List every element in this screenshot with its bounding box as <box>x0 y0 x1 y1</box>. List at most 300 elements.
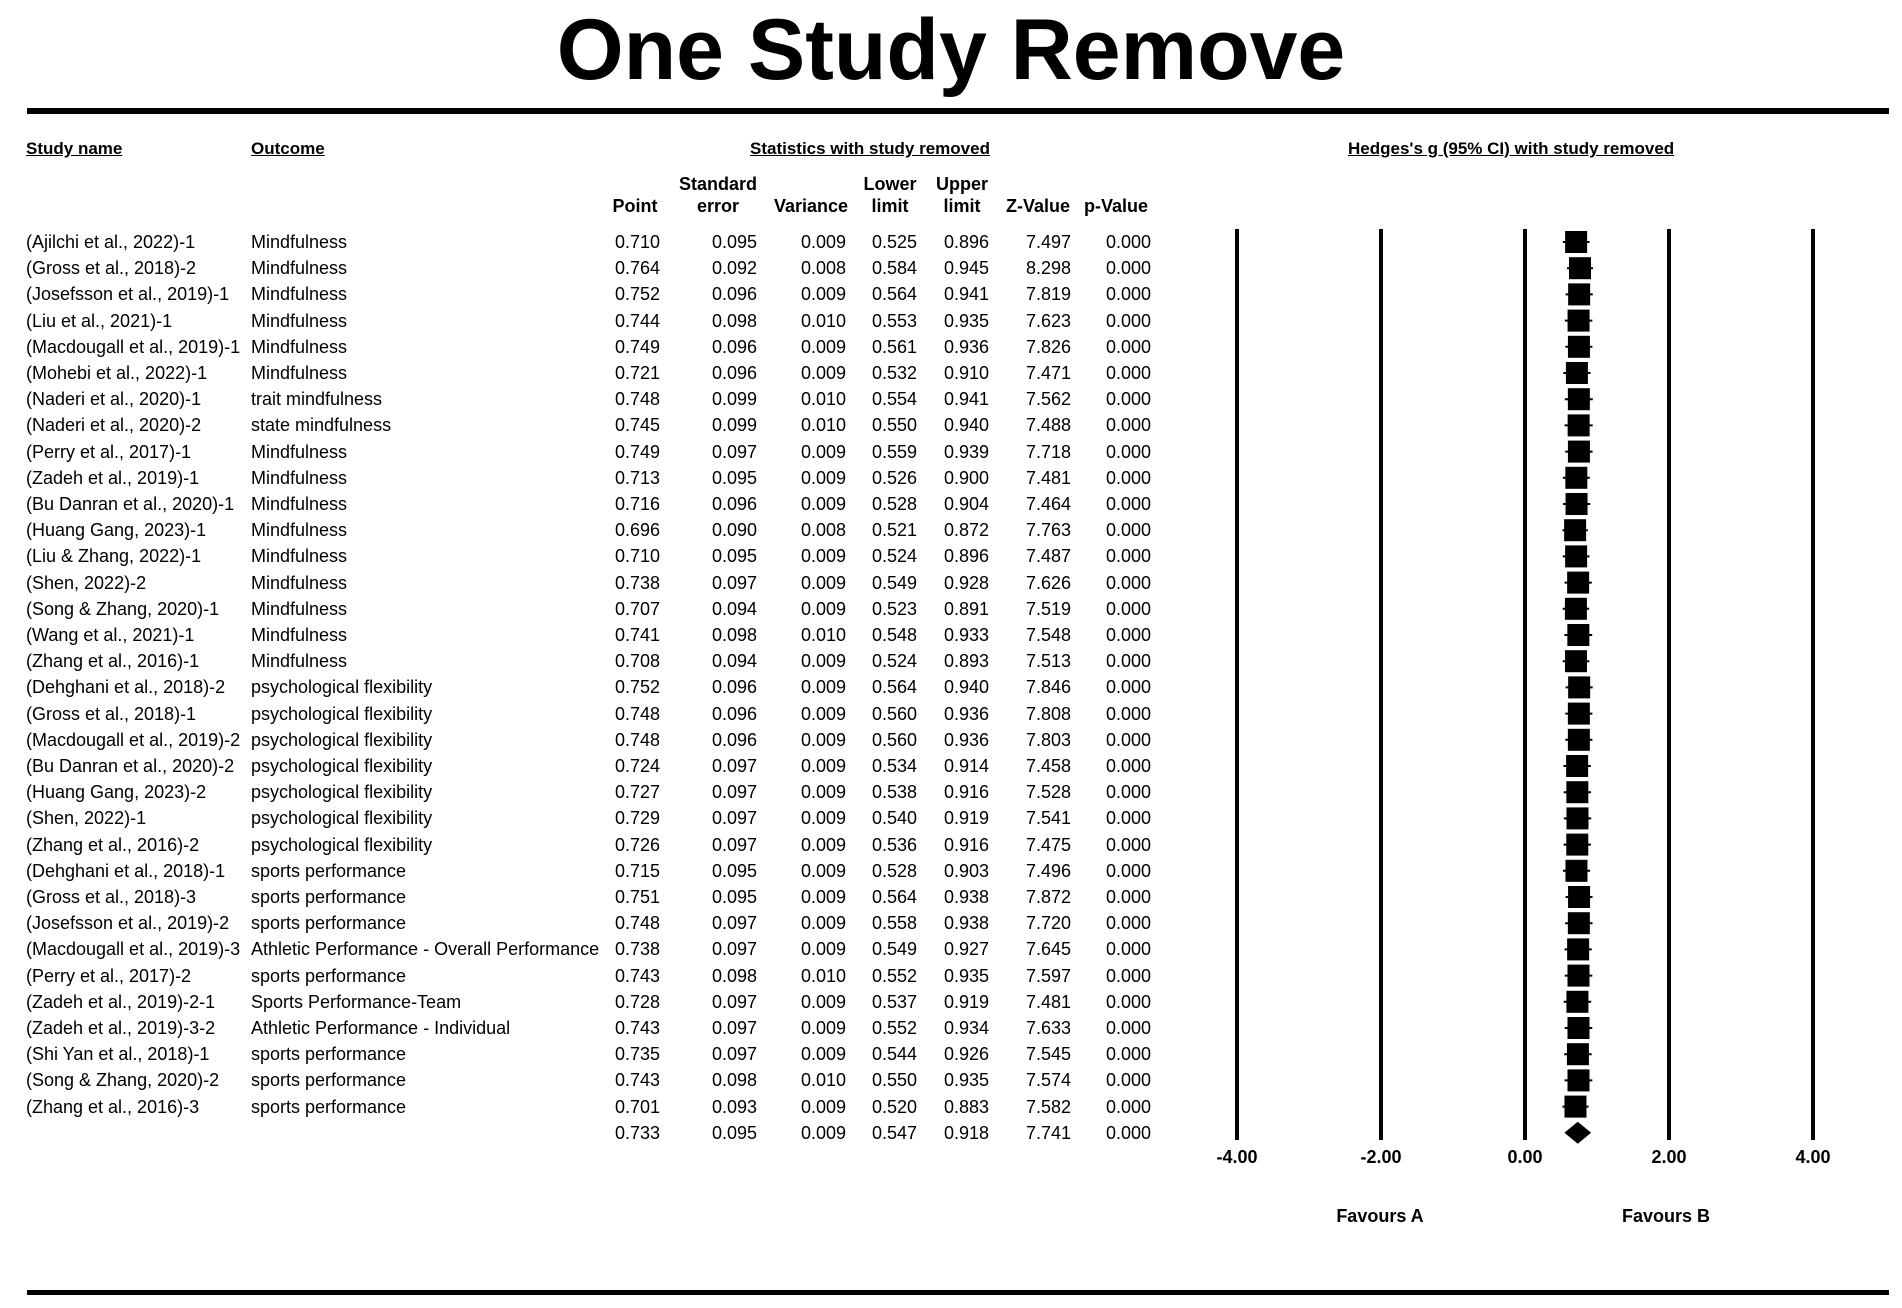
point-cell: 0.748 <box>614 913 660 934</box>
variance-cell: 0.009 <box>800 336 846 357</box>
study-name-cell: (Zadeh et al., 2019)-1 <box>26 467 200 488</box>
standard-error-cell: 0.096 <box>711 284 757 305</box>
z-value-cell: 7.623 <box>1025 310 1071 331</box>
upper-limit-cell: 0.926 <box>943 1044 989 1065</box>
z-value-cell: 7.475 <box>1025 834 1071 855</box>
variance-cell: 0.009 <box>800 546 846 567</box>
lower-limit-cell: 0.559 <box>871 441 917 462</box>
standard-error-cell: 0.097 <box>711 572 757 593</box>
point-marker <box>1567 624 1589 646</box>
outcome-cell: Mindfulness <box>251 310 348 331</box>
study-name-cell: (Ajilchi et al., 2022)-1 <box>26 232 196 252</box>
variance-cell: 0.009 <box>800 441 846 462</box>
study-name-cell: (Liu et al., 2021)-1 <box>26 310 173 331</box>
p-value-cell: 0.000 <box>1105 756 1151 776</box>
point-marker <box>1567 1043 1589 1065</box>
point-marker <box>1566 807 1588 829</box>
study-name-cell: (Macdougall et al., 2019)-3 <box>26 939 241 960</box>
standard-error-cell: 0.097 <box>711 756 757 776</box>
lower-limit-cell: 0.548 <box>871 625 917 645</box>
p-value-cell: 0.000 <box>1105 1018 1151 1038</box>
variance-cell: 0.008 <box>800 258 846 279</box>
p-value-cell: 0.000 <box>1105 651 1151 672</box>
point-cell: 0.701 <box>614 1096 660 1117</box>
col-se-line1: Standard <box>678 174 757 194</box>
study-name-cell: (Zhang et al., 2016)-2 <box>26 834 200 855</box>
variance-cell: 0.009 <box>800 651 846 672</box>
p-value-cell: 0.000 <box>1105 363 1151 383</box>
variance-cell: 0.009 <box>800 756 846 776</box>
point-marker <box>1568 676 1590 698</box>
standard-error-cell: 0.097 <box>711 991 757 1012</box>
point-marker <box>1567 1069 1589 1091</box>
point-cell: 0.738 <box>614 572 660 593</box>
upper-limit-cell: 0.940 <box>943 677 989 698</box>
z-value-cell: 7.819 <box>1025 284 1071 305</box>
lower-limit-cell: 0.521 <box>871 520 917 541</box>
study-name-cell: (Liu & Zhang, 2022)-1 <box>26 546 202 567</box>
p-value-cell: 0.000 <box>1105 520 1151 541</box>
point-marker <box>1566 834 1588 856</box>
favours-b-label: Favours B <box>1621 1206 1711 1226</box>
standard-error-cell: 0.092 <box>711 258 757 279</box>
variance-cell: 0.009 <box>800 572 846 593</box>
p-value-cell: 0.000 <box>1105 598 1151 619</box>
study-name-cell: (Zadeh et al., 2019)-3-2 <box>26 1018 216 1038</box>
point-marker <box>1566 362 1588 384</box>
study-name-cell: (Mohebi et al., 2022)-1 <box>26 363 208 383</box>
p-value-cell: 0.000 <box>1105 913 1151 934</box>
col-lower-line2: limit <box>871 196 909 216</box>
point-marker <box>1567 938 1589 960</box>
standard-error-cell: 0.097 <box>711 834 757 855</box>
z-value-cell: 7.633 <box>1025 1018 1071 1038</box>
outcome-cell: trait mindfulness <box>251 389 383 410</box>
upper-limit-cell: 0.891 <box>943 598 989 619</box>
point-cell: 0.710 <box>614 546 660 567</box>
upper-limit-cell: 0.910 <box>943 363 989 383</box>
lower-limit-cell: 0.536 <box>871 834 917 855</box>
z-value-cell: 7.720 <box>1025 913 1071 934</box>
point-cell: 0.749 <box>614 336 660 357</box>
lower-limit-cell: 0.550 <box>871 415 917 436</box>
header-forest: Hedges's g (95% CI) with study removed <box>1348 139 1675 158</box>
variance-cell: 0.009 <box>800 598 846 619</box>
study-name-cell: (Bu Danran et al., 2020)-2 <box>26 756 235 776</box>
standard-error-cell: 0.095 <box>711 860 757 881</box>
lower-limit-cell: 0.560 <box>871 703 917 724</box>
z-value-cell: 7.803 <box>1025 729 1071 750</box>
variance-cell: 0.008 <box>800 520 846 541</box>
upper-limit-cell: 0.945 <box>943 258 989 279</box>
upper-limit-cell: 0.940 <box>943 415 989 436</box>
point-marker <box>1566 493 1588 515</box>
variance-cell: 0.009 <box>800 1044 846 1065</box>
lower-limit-cell: 0.528 <box>871 494 917 514</box>
lower-limit-cell: 0.549 <box>871 939 917 960</box>
lower-limit-cell: 0.540 <box>871 808 917 829</box>
lower-limit-cell: 0.554 <box>871 389 917 410</box>
variance-cell: 0.010 <box>800 965 846 986</box>
upper-limit-cell: 0.919 <box>943 991 989 1012</box>
lower-limit-cell: 0.544 <box>871 1044 917 1065</box>
point-cell: 0.726 <box>614 834 660 855</box>
z-value-cell: 7.548 <box>1025 625 1071 645</box>
standard-error-cell: 0.096 <box>711 729 757 750</box>
study-name-cell: (Huang Gang, 2023)-1 <box>26 520 207 541</box>
z-value-cell: 7.497 <box>1025 232 1071 252</box>
lower-limit-cell: 0.564 <box>871 677 917 698</box>
study-name-cell: (Song & Zhang, 2020)-2 <box>26 1070 220 1091</box>
p-value-cell: 0.000 <box>1105 703 1151 724</box>
standard-error-cell: 0.095 <box>711 546 757 567</box>
p-value-cell: 0.000 <box>1105 729 1151 750</box>
upper-limit-cell: 0.918 <box>943 1122 989 1143</box>
lower-limit-cell: 0.552 <box>871 1018 917 1038</box>
outcome-cell: sports performance <box>251 1096 407 1117</box>
p-value-cell: 0.000 <box>1105 991 1151 1012</box>
study-name-cell: (Dehghani et al., 2018)-2 <box>26 677 226 698</box>
variance-cell: 0.009 <box>800 677 846 698</box>
point-marker <box>1565 545 1587 567</box>
standard-error-cell: 0.099 <box>711 389 757 410</box>
z-value-cell: 7.574 <box>1025 1070 1071 1091</box>
standard-error-cell: 0.095 <box>711 467 757 488</box>
point-cell: 0.752 <box>614 677 660 698</box>
standard-error-cell: 0.097 <box>711 913 757 934</box>
study-name-cell: (Zadeh et al., 2019)-2-1 <box>26 991 216 1012</box>
outcome-cell: Mindfulness <box>251 546 348 567</box>
z-value-cell: 7.763 <box>1025 520 1071 541</box>
point-cell: 0.745 <box>614 415 660 436</box>
lower-limit-cell: 0.523 <box>871 598 917 619</box>
outcome-cell: psychological flexibility <box>251 756 433 776</box>
outcome-cell: sports performance <box>251 965 407 986</box>
z-value-cell: 7.541 <box>1025 808 1071 829</box>
p-value-cell: 0.000 <box>1105 441 1151 462</box>
study-name-cell: (Shi Yan et al., 2018)-1 <box>26 1044 210 1065</box>
point-marker <box>1565 860 1587 882</box>
z-value-cell: 7.488 <box>1025 415 1071 436</box>
outcome-cell: Mindfulness <box>251 363 348 383</box>
variance-cell: 0.009 <box>800 729 846 750</box>
lower-limit-cell: 0.552 <box>871 965 917 986</box>
variance-cell: 0.009 <box>800 1096 846 1117</box>
variance-cell: 0.009 <box>800 232 846 252</box>
upper-limit-cell: 0.939 <box>943 441 989 462</box>
outcome-cell: sports performance <box>251 1070 407 1091</box>
outcome-cell: psychological flexibility <box>251 729 433 750</box>
col-upper-line1: Upper <box>935 174 988 194</box>
upper-limit-cell: 0.938 <box>943 887 989 907</box>
point-cell: 0.752 <box>614 284 660 305</box>
point-marker <box>1568 414 1590 436</box>
col-p-value: p-Value <box>1083 196 1149 216</box>
point-marker <box>1566 755 1588 777</box>
study-name-cell: (Zhang et al., 2016)-3 <box>26 1096 200 1117</box>
outcome-cell: Mindfulness <box>251 494 348 514</box>
p-value-cell: 0.000 <box>1105 1070 1151 1091</box>
outcome-cell: state mindfulness <box>251 415 392 436</box>
x-tick-label: 0.00 <box>1507 1147 1543 1167</box>
study-name-cell: (Naderi et al., 2020)-2 <box>26 415 202 436</box>
point-marker <box>1565 467 1587 489</box>
p-value-cell: 0.000 <box>1105 546 1151 567</box>
standard-error-cell: 0.096 <box>711 703 757 724</box>
point-cell: 0.727 <box>614 782 660 803</box>
upper-limit-cell: 0.936 <box>943 729 989 750</box>
upper-limit-cell: 0.938 <box>943 913 989 934</box>
point-marker <box>1565 598 1587 620</box>
point-marker <box>1569 257 1591 279</box>
point-marker <box>1568 729 1590 751</box>
point-cell: 0.748 <box>614 389 660 410</box>
upper-limit-cell: 0.914 <box>943 756 989 776</box>
point-cell: 0.744 <box>614 310 660 331</box>
p-value-cell: 0.000 <box>1105 284 1151 305</box>
study-name-cell: (Song & Zhang, 2020)-1 <box>26 598 220 619</box>
variance-cell: 0.010 <box>800 389 846 410</box>
z-value-cell: 7.582 <box>1025 1096 1071 1117</box>
summary-diamond <box>1564 1122 1591 1144</box>
outcome-cell: Athletic Performance - Individual <box>251 1018 511 1038</box>
point-cell: 0.741 <box>614 625 660 645</box>
p-value-cell: 0.000 <box>1105 808 1151 829</box>
upper-limit-cell: 0.927 <box>943 939 989 960</box>
lower-limit-cell: 0.526 <box>871 467 917 488</box>
standard-error-cell: 0.095 <box>711 232 757 252</box>
study-name-cell: (Gross et al., 2018)-3 <box>26 887 197 907</box>
z-value-cell: 7.872 <box>1025 887 1071 907</box>
z-value-cell: 7.597 <box>1025 965 1071 986</box>
outcome-cell: Mindfulness <box>251 467 348 488</box>
variance-cell: 0.009 <box>800 363 846 383</box>
z-value-cell: 7.846 <box>1025 677 1071 698</box>
standard-error-cell: 0.097 <box>711 808 757 829</box>
p-value-cell: 0.000 <box>1105 1096 1151 1117</box>
upper-limit-cell: 0.916 <box>943 834 989 855</box>
upper-limit-cell: 0.883 <box>943 1096 989 1117</box>
lower-limit-cell: 0.524 <box>871 651 917 672</box>
variance-cell: 0.009 <box>800 860 846 881</box>
p-value-cell: 0.000 <box>1105 860 1151 881</box>
standard-error-cell: 0.097 <box>711 441 757 462</box>
study-name-cell: (Macdougall et al., 2019)-2 <box>26 729 241 750</box>
variance-cell: 0.009 <box>800 703 846 724</box>
point-cell: 0.696 <box>614 520 660 541</box>
study-name-cell: (Gross et al., 2018)-1 <box>26 703 197 724</box>
variance-cell: 0.009 <box>800 808 846 829</box>
outcome-cell: Mindfulness <box>251 625 348 645</box>
standard-error-cell: 0.094 <box>711 598 757 619</box>
standard-error-cell: 0.097 <box>711 782 757 803</box>
point-marker <box>1567 572 1589 594</box>
variance-cell: 0.010 <box>800 415 846 436</box>
study-name-cell: (Perry et al., 2017)-1 <box>26 441 192 462</box>
header-outcome: Outcome <box>251 139 325 158</box>
p-value-cell: 0.000 <box>1105 939 1151 960</box>
study-name-cell: (Wang et al., 2021)-1 <box>26 625 195 645</box>
outcome-cell: Mindfulness <box>251 441 348 462</box>
z-value-cell: 7.545 <box>1025 1044 1071 1065</box>
standard-error-cell: 0.090 <box>711 520 757 541</box>
standard-error-cell: 0.096 <box>711 336 757 357</box>
lower-limit-cell: 0.550 <box>871 1070 917 1091</box>
point-marker <box>1567 1017 1589 1039</box>
variance-cell: 0.009 <box>800 939 846 960</box>
point-cell: 0.748 <box>614 729 660 750</box>
point-cell: 0.724 <box>614 756 660 776</box>
standard-error-cell: 0.094 <box>711 651 757 672</box>
z-value-cell: 7.562 <box>1025 389 1071 410</box>
z-value-cell: 7.471 <box>1025 363 1071 383</box>
outcome-cell: Mindfulness <box>251 284 348 305</box>
standard-error-cell: 0.097 <box>711 939 757 960</box>
point-cell: 0.715 <box>614 860 660 881</box>
point-marker <box>1565 650 1587 672</box>
z-value-cell: 7.481 <box>1025 467 1071 488</box>
lower-limit-cell: 0.560 <box>871 729 917 750</box>
variance-cell: 0.010 <box>800 310 846 331</box>
point-marker <box>1568 441 1590 463</box>
point-marker <box>1564 519 1586 541</box>
variance-cell: 0.009 <box>800 991 846 1012</box>
p-value-cell: 0.000 <box>1105 887 1151 907</box>
p-value-cell: 0.000 <box>1105 1122 1151 1143</box>
variance-cell: 0.009 <box>800 284 846 305</box>
study-name-cell: (Josefsson et al., 2019)-2 <box>26 913 230 934</box>
study-name-cell: (Josefsson et al., 2019)-1 <box>26 284 230 305</box>
point-marker <box>1568 886 1590 908</box>
upper-limit-cell: 0.941 <box>943 389 989 410</box>
standard-error-cell: 0.096 <box>711 363 757 383</box>
variance-cell: 0.009 <box>800 913 846 934</box>
standard-error-cell: 0.093 <box>711 1096 757 1117</box>
z-value-cell: 7.513 <box>1025 651 1071 672</box>
outcome-cell: Mindfulness <box>251 520 348 541</box>
z-value-cell: 7.496 <box>1025 860 1071 881</box>
standard-error-cell: 0.098 <box>711 310 757 331</box>
z-value-cell: 7.487 <box>1025 546 1071 567</box>
point-marker <box>1566 781 1588 803</box>
outcome-cell: psychological flexibility <box>251 834 433 855</box>
lower-limit-cell: 0.564 <box>871 887 917 907</box>
z-value-cell: 7.718 <box>1025 441 1071 462</box>
lower-limit-cell: 0.528 <box>871 860 917 881</box>
standard-error-cell: 0.098 <box>711 965 757 986</box>
lower-limit-cell: 0.558 <box>871 913 917 934</box>
upper-limit-cell: 0.919 <box>943 808 989 829</box>
z-value-cell: 7.464 <box>1025 494 1071 514</box>
point-marker <box>1568 912 1590 934</box>
variance-cell: 0.010 <box>800 625 846 645</box>
point-cell: 0.735 <box>614 1044 660 1065</box>
x-tick-label: -4.00 <box>1216 1147 1258 1167</box>
outcome-cell: psychological flexibility <box>251 703 433 724</box>
outcome-cell: sports performance <box>251 913 407 934</box>
point-cell: 0.733 <box>614 1122 660 1143</box>
outcome-cell: Mindfulness <box>251 651 348 672</box>
x-tick-label: 2.00 <box>1651 1147 1687 1167</box>
lower-limit-cell: 0.561 <box>871 336 917 357</box>
point-cell: 0.729 <box>614 808 660 829</box>
study-name-cell: (Perry et al., 2017)-2 <box>26 965 192 986</box>
upper-limit-cell: 0.933 <box>943 625 989 645</box>
upper-limit-cell: 0.934 <box>943 1018 989 1038</box>
standard-error-cell: 0.095 <box>711 1122 757 1143</box>
point-marker <box>1566 991 1588 1013</box>
study-name-cell: (Dehghani et al., 2018)-1 <box>26 860 226 881</box>
col-se-line2: error <box>696 196 740 216</box>
point-cell: 0.743 <box>614 1070 660 1091</box>
p-value-cell: 0.000 <box>1105 782 1151 803</box>
lower-limit-cell: 0.534 <box>871 756 917 776</box>
variance-cell: 0.009 <box>800 1018 846 1038</box>
point-cell: 0.710 <box>614 232 660 252</box>
point-cell: 0.708 <box>614 651 660 672</box>
z-value-cell: 8.298 <box>1025 258 1071 279</box>
point-cell: 0.728 <box>614 991 660 1012</box>
upper-limit-cell: 0.936 <box>943 336 989 357</box>
col-point: Point <box>612 196 658 216</box>
x-tick-label: -2.00 <box>1360 1147 1402 1167</box>
study-name-cell: (Macdougall et al., 2019)-1 <box>26 336 241 357</box>
upper-limit-cell: 0.872 <box>943 520 989 541</box>
p-value-cell: 0.000 <box>1105 572 1151 593</box>
p-value-cell: 0.000 <box>1105 467 1151 488</box>
z-value-cell: 7.481 <box>1025 991 1071 1012</box>
outcome-cell: sports performance <box>251 860 407 881</box>
p-value-cell: 0.000 <box>1105 389 1151 410</box>
z-value-cell: 7.808 <box>1025 703 1071 724</box>
x-tick-label: 4.00 <box>1795 1147 1831 1167</box>
outcome-cell: psychological flexibility <box>251 677 433 698</box>
variance-cell: 0.009 <box>800 1122 846 1143</box>
upper-limit-cell: 0.935 <box>943 965 989 986</box>
z-value-cell: 7.741 <box>1025 1122 1071 1143</box>
upper-limit-cell: 0.896 <box>943 546 989 567</box>
standard-error-cell: 0.097 <box>711 1018 757 1038</box>
upper-limit-cell: 0.928 <box>943 572 989 593</box>
lower-limit-cell: 0.549 <box>871 572 917 593</box>
outcome-cell: Mindfulness <box>251 336 348 357</box>
study-name-cell: (Huang Gang, 2023)-2 <box>26 782 207 803</box>
outcome-cell: Sports Performance-Team <box>251 991 462 1012</box>
upper-limit-cell: 0.900 <box>943 467 989 488</box>
lower-limit-cell: 0.532 <box>871 363 917 383</box>
point-cell: 0.707 <box>614 598 660 619</box>
point-marker <box>1567 965 1589 987</box>
z-value-cell: 7.626 <box>1025 572 1071 593</box>
outcome-cell: Mindfulness <box>251 232 348 252</box>
bottom-rule <box>27 1290 1889 1295</box>
point-cell: 0.713 <box>614 467 660 488</box>
outcome-cell: sports performance <box>251 887 407 907</box>
p-value-cell: 0.000 <box>1105 415 1151 436</box>
point-marker <box>1568 388 1590 410</box>
p-value-cell: 0.000 <box>1105 834 1151 855</box>
point-cell: 0.751 <box>614 887 660 907</box>
point-marker <box>1564 1096 1586 1118</box>
point-marker <box>1568 310 1590 332</box>
standard-error-cell: 0.098 <box>711 1070 757 1091</box>
point-cell: 0.721 <box>614 363 660 383</box>
standard-error-cell: 0.096 <box>711 494 757 514</box>
z-value-cell: 7.826 <box>1025 336 1071 357</box>
p-value-cell: 0.000 <box>1105 336 1151 357</box>
standard-error-cell: 0.095 <box>711 887 757 907</box>
outcome-cell: Mindfulness <box>251 598 348 619</box>
